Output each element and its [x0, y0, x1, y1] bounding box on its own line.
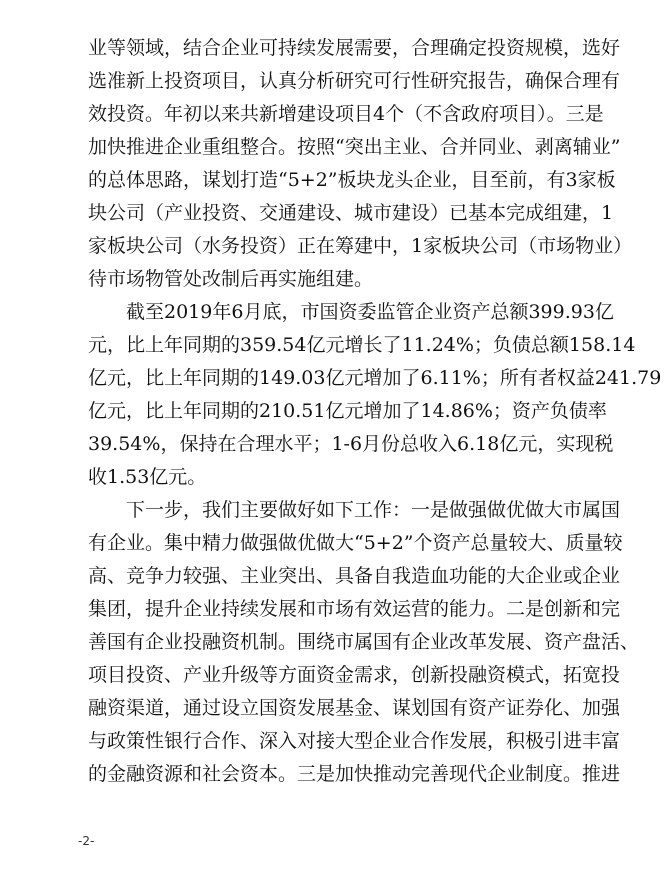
text-line: 项目投资、产业升级等方面资金需求，创新投融资模式，拓宽投 [88, 664, 621, 686]
text-line: 的总体思路，谋划打造“5+2”板块龙头企业，目至前，有3家板 [88, 169, 616, 191]
text-line: 加快推进企业重组整合。按照“突出主业、合并同业、剥离辅业” [88, 136, 621, 158]
paragraph-start-line: 截至2019年6月底，市国资委监管企业资产总额399.93亿 [126, 301, 614, 323]
text-line: 的金融资源和社会资本。三是加快推动完善现代企业制度。推进 [88, 763, 621, 785]
body-text [88, 32, 662, 791]
text-line: 选准新上投资项目，认真分析研究可行性研究报告，确保合理有 [88, 70, 621, 92]
text-line: 融资渠道，通过设立国资发展基金、谋划国有资产证券化、加强 [88, 697, 621, 719]
text-line: 善国有企业投融资机制。围绕市属国有企业改革发展、资产盘活、 [88, 631, 640, 653]
text-line: 收1.53亿元。 [88, 466, 207, 488]
text-line: 有企业。集中精力做强做优做大“5+2”个资产总量较大、质量较 [88, 532, 623, 554]
text-line: 元，比上年同期的359.54亿元增长了11.24%；负债总额158.14 [88, 334, 636, 356]
text-line: 亿元，比上年同期的210.51亿元增加了14.86%；资产负债率 [88, 400, 607, 422]
text-line: 业等领域，结合企业可持续发展需要，合理确定投资规模，选好 [88, 37, 621, 59]
text-line: 集团，提升企业持续发展和市场有效运营的能力。二是创新和完 [88, 598, 621, 620]
text-line: 高、竞争力较强、主业突出、具备自我造血功能的大企业或企业 [88, 565, 621, 587]
page-number: -2- [78, 834, 95, 848]
text-line: 亿元，比上年同期的149.03亿元增加了6.11%；所有者权益241.79 [88, 367, 662, 389]
text-line: 待市场物管处改制后再实施组建。 [88, 268, 374, 290]
paragraph-start-line: 下一步，我们主要做好如下工作：一是做强做优做大市属国 [126, 499, 621, 521]
text-line: 块公司（产业投资、交通建设、城市建设）已基本完成组建，1 [88, 202, 614, 224]
text-line: 效投资。年初以来共新增建设项目4个（不含政府项目）。三是 [88, 103, 604, 125]
text-line: 与政策性银行合作、深入对接大型企业合作发展，积极引进丰富 [88, 730, 621, 752]
text-line: 39.54%，保持在合理水平；1-6月份总收入6.18亿元，实现税 [88, 433, 614, 455]
text-line: 家板块公司（水务投资）正在筹建中，1家板块公司（市场物业） [88, 235, 633, 257]
